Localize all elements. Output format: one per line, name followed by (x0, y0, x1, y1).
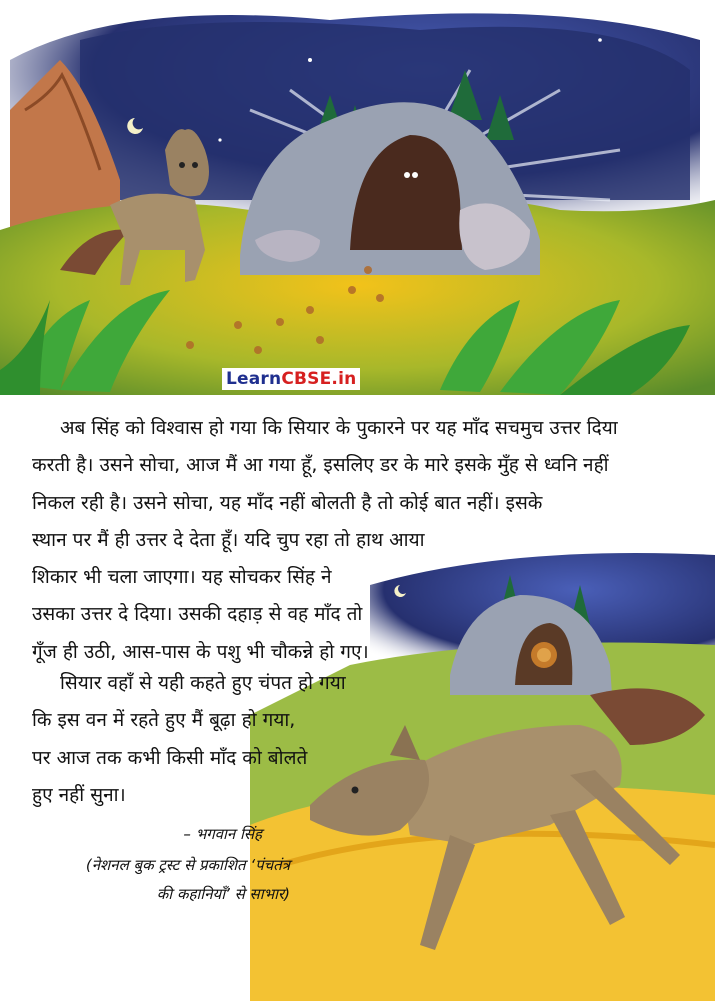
watermark-part2: CBSE.in (281, 369, 357, 389)
paragraph-line: निकल रही है। उसने सोचा, यह माँद नहीं बोलती है तो कोई बात नहीं। इसके (32, 491, 543, 514)
paragraph-line: अब सिंह को विश्वास हो गया कि सियार के पुकारने पर यह माँद सचमुच उत्तर दिया (60, 417, 618, 439)
paragraph-line: स्थान पर मैं ही उत्तर दे देता हूँ। यदि चुप रहा तो हाथ आया (32, 528, 425, 551)
story-paragraph-2 (32, 665, 346, 814)
story-paragraph-1 (32, 410, 618, 671)
paragraph-line: गूँज ही उठी, आस-पास के पशु भी चौकन्ने हो गए। (32, 640, 369, 663)
top-illustration (0, 0, 715, 395)
star-icon (308, 58, 312, 62)
paragraph-line: हुए नहीं सुना। (32, 783, 126, 806)
paragraph-line: शिकार भी चला जाएगा। यह सोचकर सिंह ने (32, 566, 332, 589)
star-icon (218, 138, 221, 141)
credit-author: – भगवान सिंह (183, 825, 262, 843)
watermark-part1: Learn (226, 369, 282, 389)
paragraph-line: सियार वहाँ से यही कहते हुए चंपत हो गया (60, 672, 346, 694)
watermark-logo (222, 368, 360, 390)
paragraph-line: उसका उत्तर दे दिया। उसकी दहाड़ से वह माँद तो (32, 603, 363, 626)
paragraph-line: पर आज तक कभी किसी माँद को बोलते (32, 746, 308, 769)
paragraph-line: कि इस वन में रहते हुए मैं बूढ़ा हो गया, (32, 709, 296, 732)
paragraph-line: करती है। उसने सोचा, आज मैं आ गया हूँ, इसलिए डर के मारे इसके मुँह से ध्वनि नहीं (32, 454, 609, 477)
credit-source: (नेशनल बुक ट्रस्ट से प्रकाशित ‘पंचतंत्र (85, 856, 290, 874)
star-icon (598, 38, 602, 42)
credit-source: की कहानियाँ’ से साभार) (156, 885, 290, 903)
